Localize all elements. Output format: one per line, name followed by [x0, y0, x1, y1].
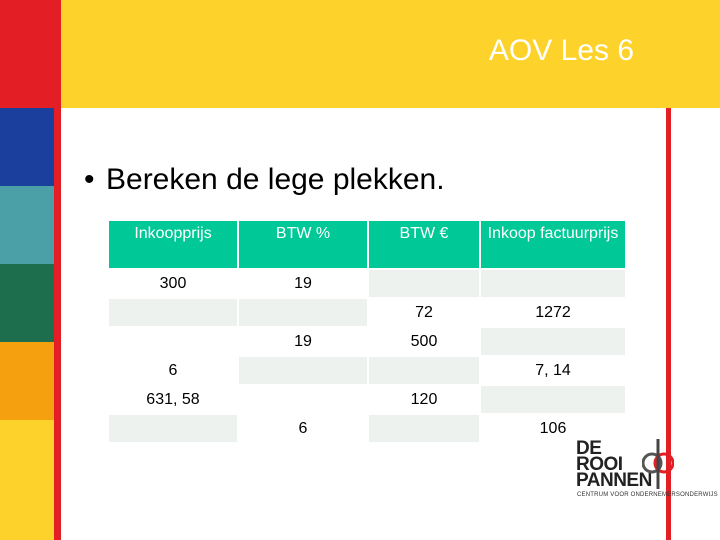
- logo-wordmark: [576, 438, 652, 491]
- bullet-dot-icon: •: [84, 163, 95, 196]
- table-row: [109, 386, 625, 413]
- table-row: [109, 357, 625, 384]
- stripe-green: [0, 264, 54, 342]
- table-row: [109, 415, 625, 442]
- header-inkoop-factuurprijs: Inkoop factuurprijs: [481, 221, 625, 268]
- stripe-teal: [0, 186, 54, 264]
- stripe-orange: [0, 342, 54, 420]
- exercise-table: [107, 219, 627, 444]
- table-cell: 72: [369, 299, 479, 326]
- de-rooi-pannen-logo: [574, 437, 718, 501]
- table-cell: 500: [369, 328, 479, 355]
- table-cell: 19: [239, 270, 367, 297]
- left-red-divider: [54, 0, 61, 540]
- table-cell: [109, 328, 237, 355]
- table-cell: [481, 328, 625, 355]
- table-row: [109, 270, 625, 297]
- table-cell: [481, 386, 625, 413]
- table-cell: [109, 299, 237, 326]
- stripe-blue: [0, 108, 54, 186]
- logo-line-2: ROOI: [576, 454, 623, 475]
- table-cell: [369, 270, 479, 297]
- slide-header: [61, 0, 720, 108]
- table-cell: [109, 415, 237, 442]
- table-cell: 19: [239, 328, 367, 355]
- table-row: [109, 328, 625, 355]
- side-stripes: [0, 0, 54, 540]
- header-inkoopprijs: Inkoopprijs: [109, 221, 237, 268]
- stripe-red: [0, 0, 54, 108]
- table-cell: 631, 58: [109, 386, 237, 413]
- table-cell: [239, 357, 367, 384]
- logo-line-3: PANNEN: [576, 470, 652, 491]
- header-btw-percent: BTW %: [239, 221, 367, 268]
- header-btw-euro: BTW €: [369, 221, 479, 268]
- table-cell: [369, 415, 479, 442]
- table-cell: 300: [109, 270, 237, 297]
- table-row: [109, 299, 625, 326]
- table-cell: 120: [369, 386, 479, 413]
- logo-line-1: DE: [576, 438, 602, 459]
- table-cell: [481, 270, 625, 297]
- bullet-text: Bereken de lege plekken.: [106, 163, 445, 196]
- logo-emblem-icon: [642, 437, 674, 491]
- table-cell: 7, 14: [481, 357, 625, 384]
- table-cell: 6: [109, 357, 237, 384]
- table-cell: 1272: [481, 299, 625, 326]
- table-cell: [239, 386, 367, 413]
- table-header-row: [109, 221, 625, 268]
- table-cell: 106: [481, 415, 625, 442]
- bullet-item: [84, 163, 445, 197]
- logo-subtitle: CENTRUM VOOR ONDERNEMERSONDERWIJS: [577, 492, 718, 498]
- table-cell: [239, 299, 367, 326]
- table-cell: 6: [239, 415, 367, 442]
- table-cell: [369, 357, 479, 384]
- slide-title: AOV Les 6: [488, 34, 634, 67]
- stripe-yellow: [0, 420, 54, 540]
